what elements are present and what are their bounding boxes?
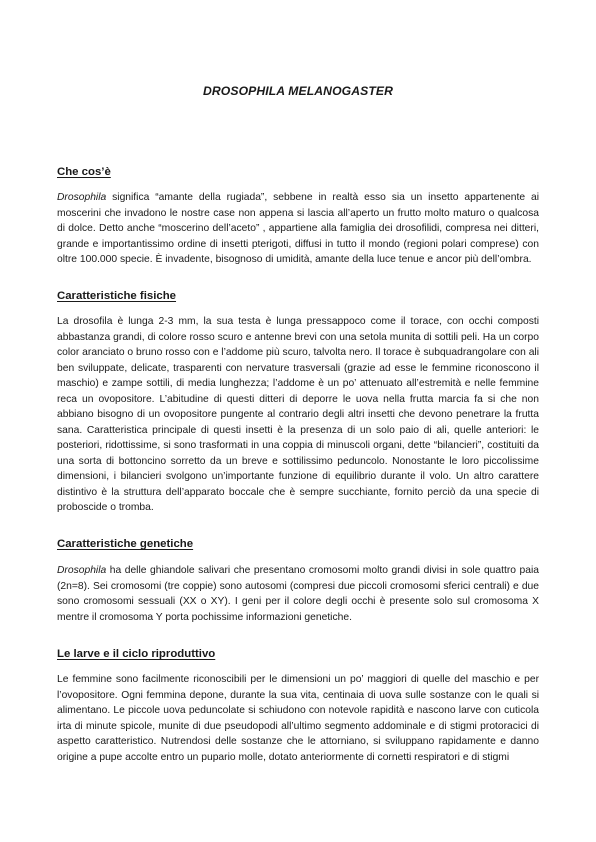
document-title: DROSOPHILA MELANOGASTER: [202, 84, 394, 98]
italic-term: Drosophila: [57, 192, 107, 203]
paragraph-text: ha delle ghiandole salivari che presentano cromosomi molto grandi divisi in sole quattro paia (2n=8). Sei cromosomi (tre coppie) sono autosomi (compresi due piccoli cromosomi sferici centrali) e due sono cromosomi sessuali (XX o XY). I geni per il colore degli occhi è presente solo sul cromosoma X mentre il cromosoma Y porta pochissime informazioni genetiche.: [57, 565, 539, 623]
section-heading-caratteristiche-genetiche: Caratteristiche genetiche: [57, 538, 194, 550]
section-heading-larve-ciclo: Le larve e il ciclo riproduttivo: [57, 648, 216, 660]
section-paragraph-che-cose: [57, 190, 539, 268]
section-heading-che-cose: Che cos’è: [57, 166, 111, 178]
italic-term: Drosophila: [57, 565, 107, 576]
section-paragraph-larve-ciclo: [57, 672, 539, 765]
section-heading-caratteristiche-fisiche: Caratteristiche fisiche: [57, 290, 177, 302]
paragraph-text: La drosofila è lunga 2-3 mm, la sua testa è lunga pressappoco come il torace, con occhi composti abbastanza grandi, di colore rosso scuro e antenne brevi con una setola munita di sottili peli. Ha un corpo color aranciato o bruno rosso con e l’addome più scuro, talvolta nero. Il torace è subquadrangolare con ali ben sviluppate, delicate, trasparenti con nervature trasversali (grazie ad esse le femmine riconoscono il maschio) e zampe sottili, di media lunghezza; l’addome è un po’ attenuato all’estremità e nelle femmine reca un ovopositore. L’abitudine di questi ditteri di deporre le uova nella frutta marcia fa si che non abbiano bisogno di un ovopositore pungente al contrario degli altri insetti che devono penetrare la frutta sana. Caratteristica principale di questi insetti è la presenza di un solo paio di ali, quelle anteriori: le posteriori, ridottissime, si sono trasformati in una coppia di minuscoli organi, dette “bilancieri”, costituiti da una sorta di bottoncino sorretto da un breve e sottilissimo peduncolo. Nonostante le loro piccolissime dimensioni, i bilancieri svolgono un’importante funzione di equilibrio durante il volo. Un altro carattere distintivo è la struttura dell’apparato boccale che è sempre succhiante, fornito perciò da una specie di proboscide o tromba.: [57, 316, 539, 513]
paragraph-text: significa “amante della rugiada”, sebbene in realtà esso sia un insetto appartenente ai moscerini che invadono le nostre case non appena si lascia all’aperto un frutto molto maturo o qualcosa di dolce. Detto anche “moscerino dell’aceto” , appartiene alla famiglia dei drosofilidi, compresa nei ditteri, grande e importantissimo ordine di insetti pterigoti, diffusi in tutto il mondo (regioni polari comprese) con oltre 100.000 specie. È invadente, bisognoso di umidità, amante della luce tenue e ancor più dell’ombra.: [57, 192, 539, 265]
paragraph-text: Le femmine sono facilmente riconoscibili per le dimensioni un po’ maggiori di quelle del maschio e per l’ovopositore. Ogni femmina depone, durante la sua vita, centinaia di uova sulle sostanze con le quali si alimentano. Le piccole uova peduncolate si schiudono con notevole rapidità e nascono larve con cuticola irta di minute spicole, munite di due pseudopodi all’ultimo segmento addominale e di stigmi protoracici di aspetto caratteristico. Nutrendosi delle sostanze che le attorniano, si sviluppano rapidamente e danno origine a pupe accolte entro un pupario molle, dotato anteriormente di cornetti respiratori e di stigmi: [57, 674, 539, 763]
section-paragraph-caratteristiche-genetiche: [57, 563, 539, 625]
section-paragraph-caratteristiche-fisiche: [57, 314, 539, 516]
